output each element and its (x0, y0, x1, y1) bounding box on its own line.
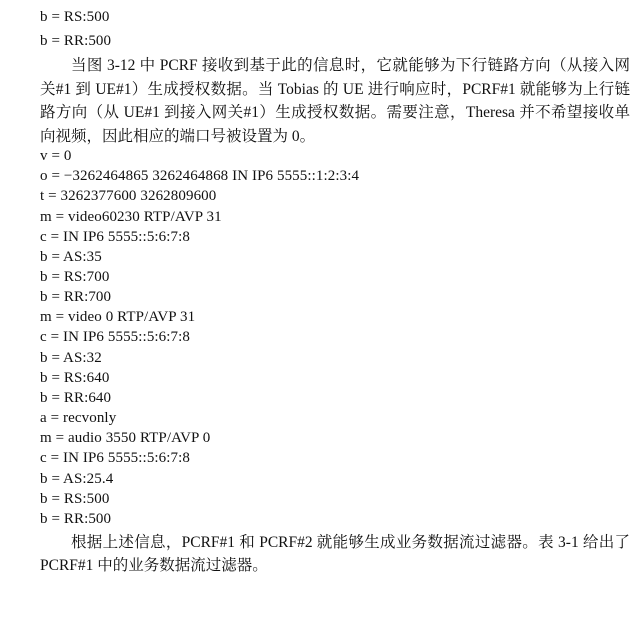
sdp-line: c = IN IP6 5555::5:6:7:8 (40, 450, 191, 467)
sdp-line: o = −3262464865 3262464868 IN IP6 5555::1:2:3:4 (40, 168, 360, 185)
sdp-line: b = RS:500 (40, 490, 110, 507)
sdp-line: b = RS:700 (40, 269, 110, 285)
sdp-line: c = IN IP6 5555::5:6:7:8 (40, 228, 191, 245)
sdp-line: v = 0 (40, 148, 72, 164)
sdp-line: t = 3262377600 3262809600 (40, 188, 217, 205)
sdp-line: m = video60230 RTP/AVP 31 (40, 208, 222, 225)
sdp-line: m = audio 3550 RTP/AVP 0 (40, 430, 211, 447)
sdp-line: b = RR:500 (40, 510, 112, 527)
paragraph-filter: 根据上述信息，PCRF#1 和 PCRF#2 就能够生成业务数据流过滤器。表 3-1 给出了 PCRF#1 中的业务数据流过滤器。 (40, 533, 630, 575)
sdp-line: b = AS:25.4 (40, 470, 114, 487)
sdp-line: b = RS:500 (40, 9, 110, 25)
sdp-line: b = RR:500 (40, 33, 112, 49)
sdp-line: b = AS:35 (40, 248, 102, 265)
sdp-line: b = RR:700 (40, 289, 112, 306)
sdp-line: b = AS:32 (40, 349, 102, 366)
sdp-line: b = RS:640 (40, 369, 110, 386)
sdp-line: m = video 0 RTP/AVP 31 (40, 309, 196, 326)
sdp-line: b = RR:640 (40, 389, 112, 406)
sdp-line: a = recvonly (40, 410, 117, 427)
paragraph-authorization: 当图 3-12 中 PCRF 接收到基于此的信息时，它就能够为下行链路方向（从接入网关#1 到 UE#1）生成授权数据。当 Tobias 的 UE 进行响应时，PCRF#1 就能够为上行链路方向（从 UE#1 到接入网关#1）生成授权数据。需要注意，Theresa 并不希望接收单向视频，因此相应的端口号被设置为 0。 (40, 57, 630, 145)
sdp-line: c = IN IP6 5555::5:6:7:8 (40, 329, 191, 346)
